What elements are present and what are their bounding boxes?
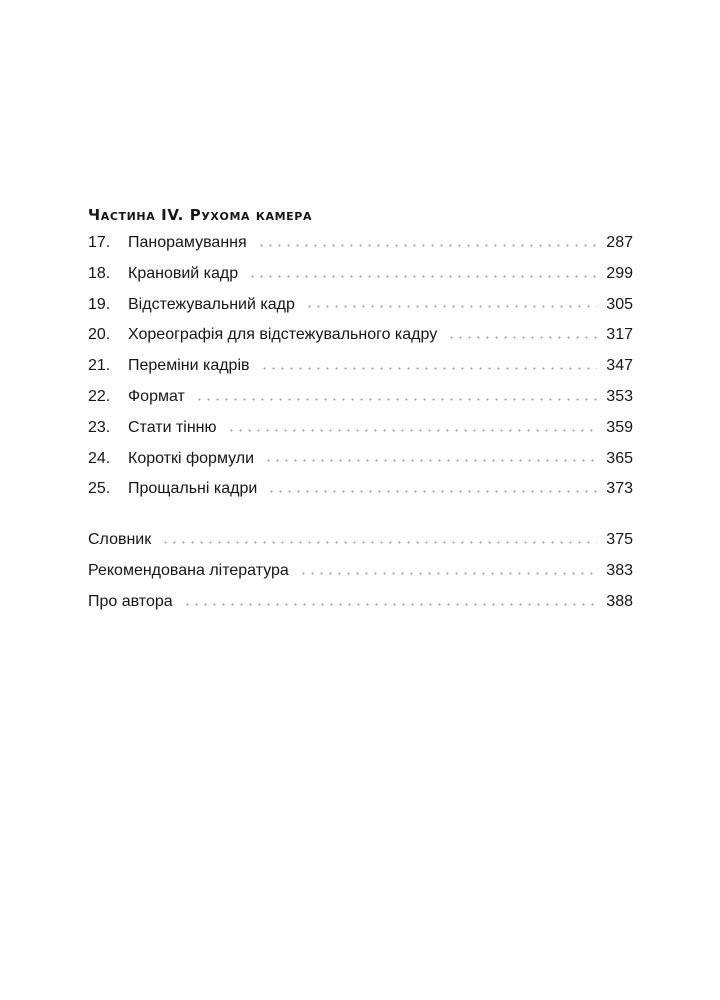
backmatter-title: Словник: [88, 531, 152, 549]
section-spacer: [88, 505, 633, 525]
toc-entry-chapter-25[interactable]: [88, 474, 633, 505]
dot-leader: [267, 490, 597, 493]
page-number: 305: [606, 295, 633, 313]
chapter-number: 18.: [88, 264, 111, 282]
chapter-number: 21.: [88, 357, 111, 375]
chapter-title: Переміни кадрів: [128, 357, 250, 375]
dot-leader: [161, 541, 597, 544]
dot-leader: [260, 367, 597, 370]
toc-entry-glossary[interactable]: [88, 525, 633, 556]
page-number: 359: [606, 418, 633, 436]
chapter-number: 20.: [88, 326, 111, 344]
chapter-title: Формат: [128, 387, 185, 405]
backmatter-list: [88, 525, 633, 617]
chapter-number: 23.: [88, 418, 111, 436]
chapter-number: 22.: [88, 387, 111, 405]
toc-entry-chapter-20[interactable]: [88, 320, 633, 351]
page-number: 353: [606, 387, 633, 405]
toc-entry-about-author[interactable]: [88, 587, 633, 618]
backmatter-title: Про автора: [88, 592, 173, 610]
chapter-number: 25.: [88, 480, 111, 498]
dot-leader: [248, 275, 597, 278]
chapter-title: Стати тінню: [128, 418, 217, 436]
toc-entry-chapter-22[interactable]: [88, 382, 633, 413]
chapter-title: Хореографія для відстежувального кадру: [128, 326, 438, 344]
toc-entry-chapter-24[interactable]: [88, 444, 633, 475]
part-title: Частина IV. Рухома камера: [88, 206, 313, 224]
chapter-list: [88, 228, 633, 505]
dot-leader: [299, 572, 597, 575]
chapter-number: 19.: [88, 295, 111, 313]
dot-leader: [257, 244, 597, 247]
dot-leader: [264, 459, 597, 462]
page-number: 388: [606, 592, 633, 610]
page-number: 287: [606, 234, 633, 251]
page-number: 375: [606, 531, 633, 549]
toc-entry-chapter-17[interactable]: [88, 228, 633, 259]
chapter-title: Крановий кадр: [128, 264, 239, 282]
chapter-number: 24.: [88, 449, 111, 467]
toc-entry-chapter-18[interactable]: [88, 259, 633, 290]
toc-entry-chapter-21[interactable]: [88, 351, 633, 382]
dot-leader: [195, 398, 597, 401]
page-number: 299: [606, 264, 633, 282]
page-number: 317: [606, 326, 633, 344]
dot-leader: [227, 429, 597, 432]
toc-entry-chapter-19[interactable]: [88, 290, 633, 321]
chapter-title: Відстежувальний кадр: [128, 295, 295, 313]
chapter-title: Короткі формули: [128, 449, 255, 467]
dot-leader: [183, 603, 597, 606]
page-number: 383: [606, 561, 633, 579]
chapter-title: Панорамування: [128, 234, 247, 251]
chapter-number: 17.: [88, 234, 111, 251]
toc-entry-recommended-reading[interactable]: [88, 556, 633, 587]
dot-leader: [447, 336, 597, 339]
chapter-title: Прощальні кадри: [128, 480, 258, 498]
page-number: 347: [606, 357, 633, 375]
backmatter-title: Рекомендована література: [88, 561, 289, 579]
dot-leader: [305, 305, 597, 308]
table-of-contents: [88, 202, 633, 618]
toc-entry-chapter-23[interactable]: [88, 413, 633, 444]
page-number: 373: [606, 480, 633, 498]
page-number: 365: [606, 449, 633, 467]
